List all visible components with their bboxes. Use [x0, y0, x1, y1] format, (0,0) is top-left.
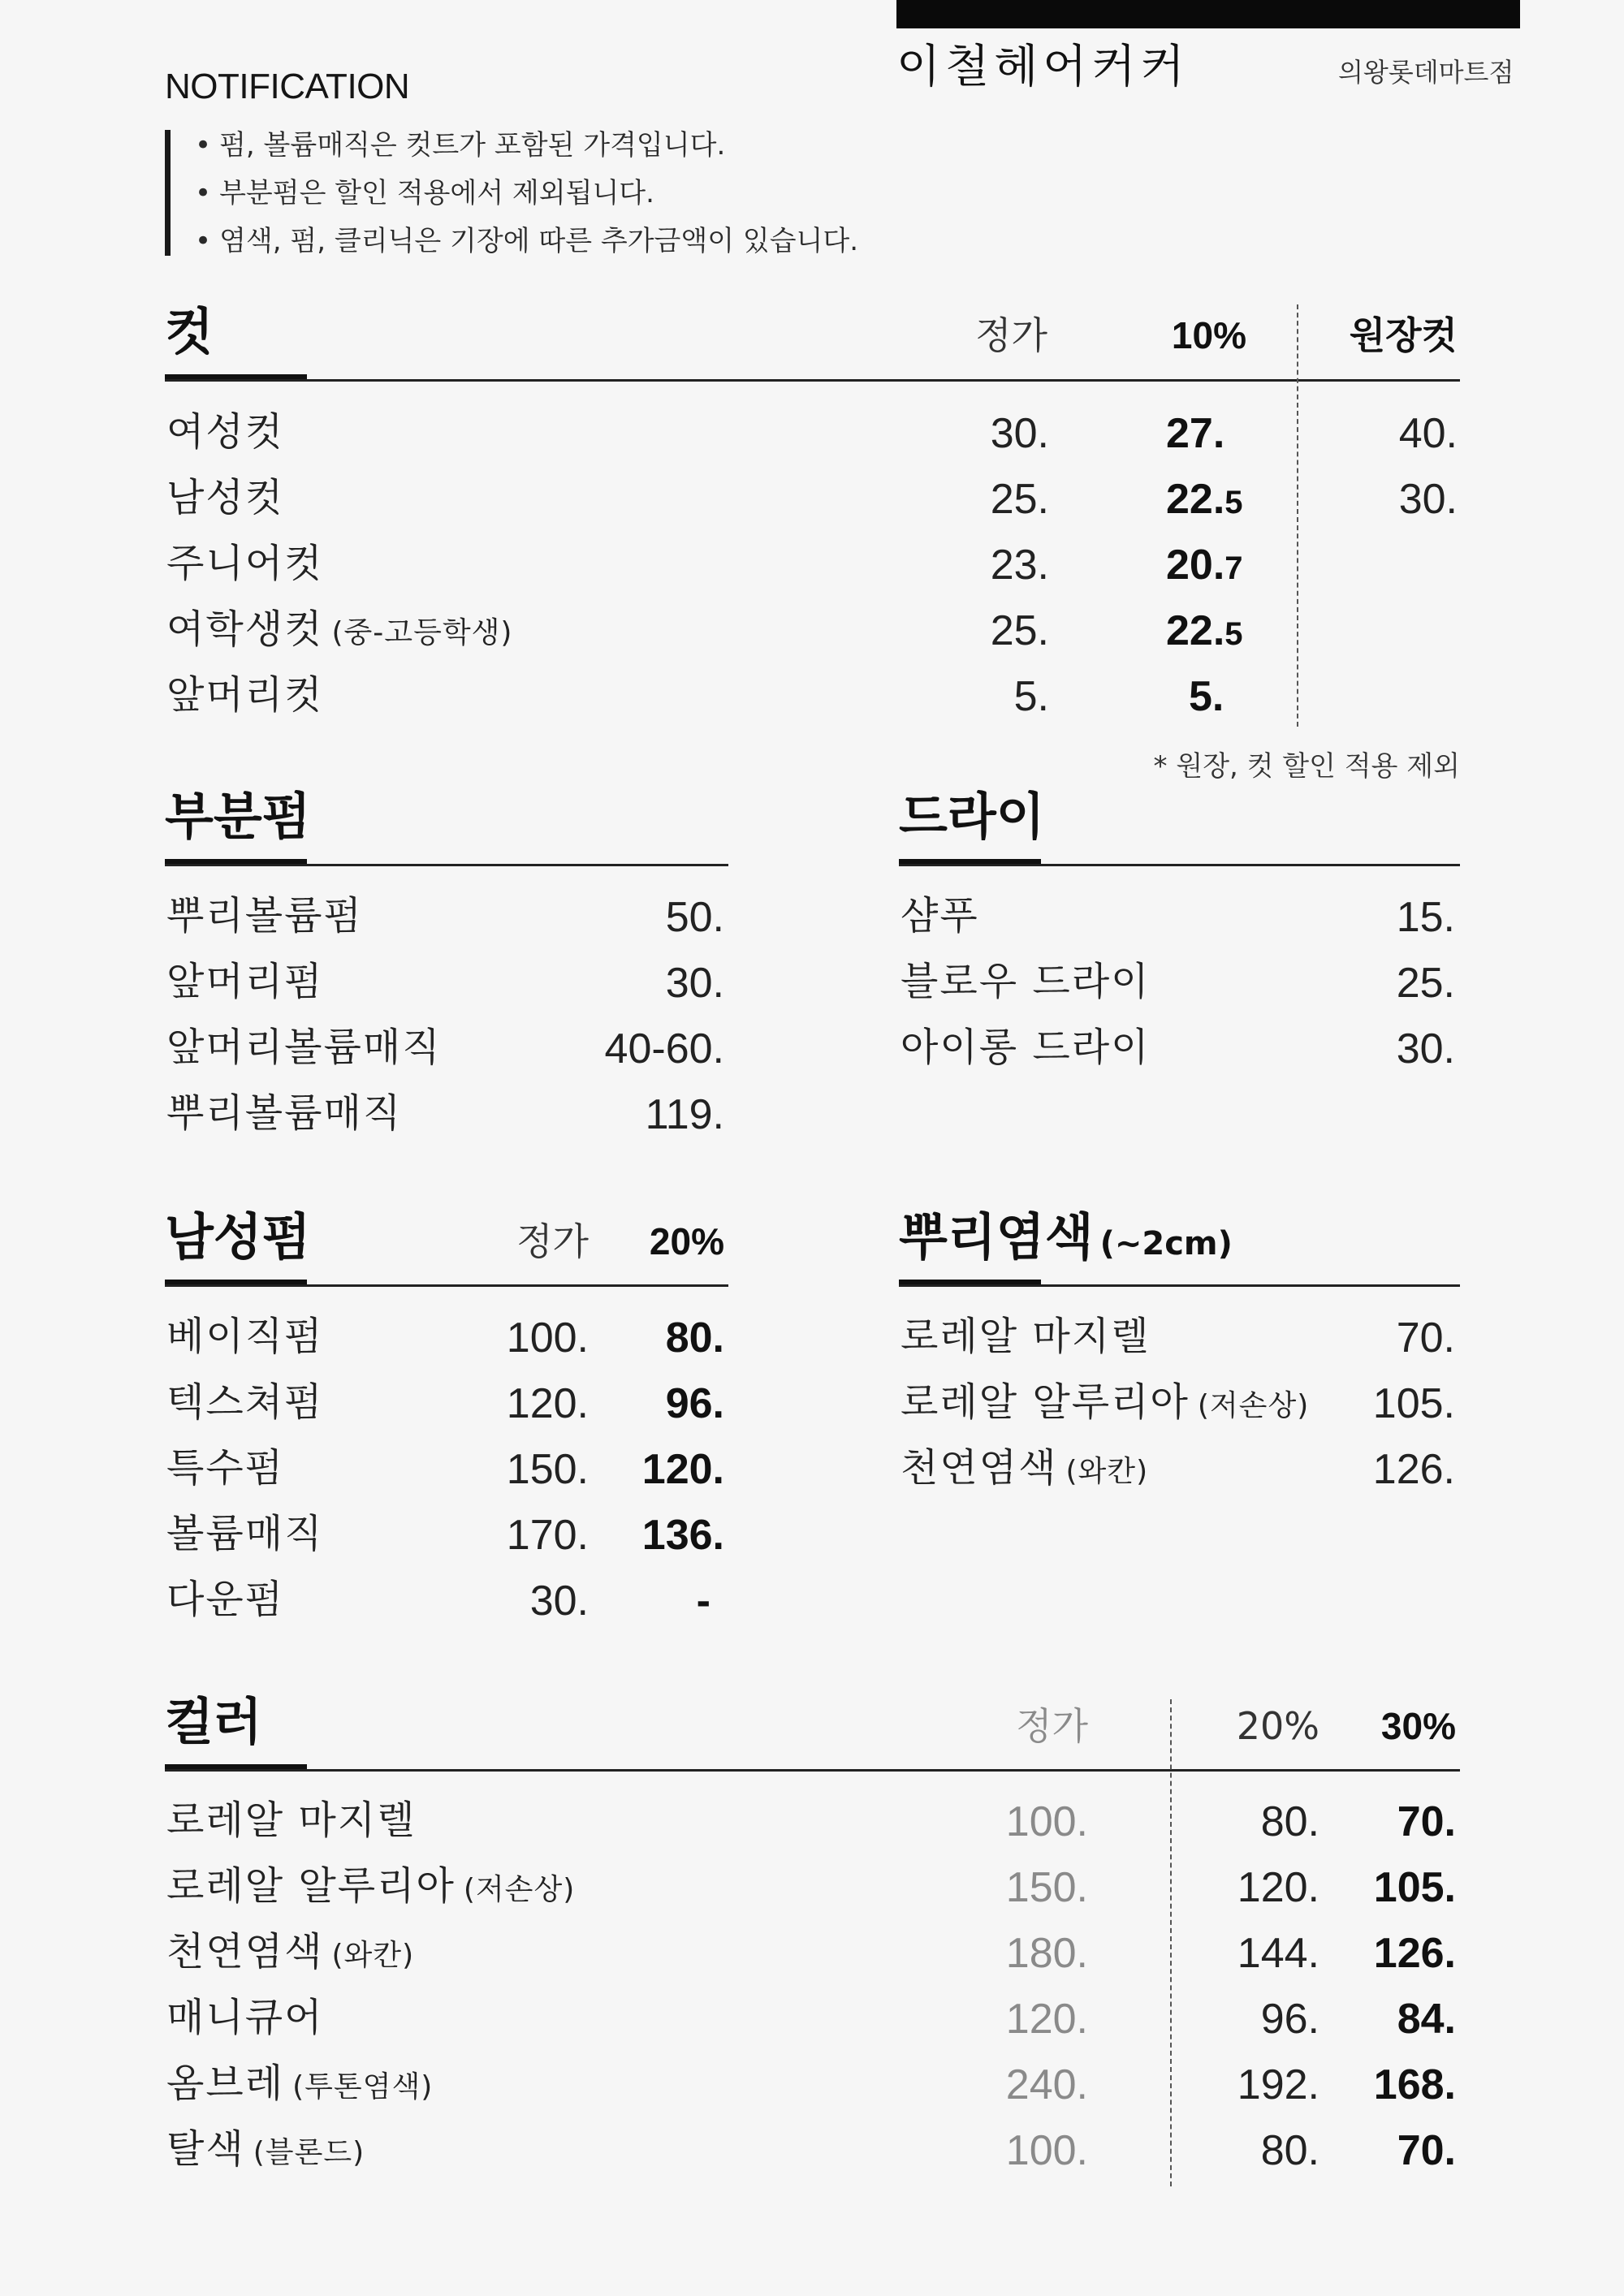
color-row-d20: 80. [1260, 2127, 1320, 2174]
partial-perm-rule [165, 864, 728, 866]
mens-perm-header-price: 정가 [516, 1219, 589, 1263]
color-row-d20: 192. [1237, 2061, 1320, 2108]
partial-perm-row-name: 뿌리볼륨매직 [166, 1090, 403, 1136]
color-row-name: 매니큐어 [166, 1995, 324, 2040]
mens-perm-row-name: 특수펌 [166, 1445, 285, 1491]
mens-perm-header-discount: 20% [649, 1220, 724, 1262]
color-header-30: 30% [1380, 1705, 1456, 1747]
cut-row-price: 23. [990, 542, 1049, 589]
mens-perm-row-discount: - [696, 1577, 710, 1625]
dry-row-price: 15. [1396, 894, 1455, 941]
color-row-price: 100. [1005, 1798, 1088, 1845]
notification-item: • 펌, 볼륨매직은 컷트가 포함된 가격입니다. [195, 122, 858, 170]
root-dye-rule [899, 1284, 1460, 1287]
root-dye-row-name: 로레알 알루리아 (저손상) [901, 1379, 1310, 1425]
dry-row-price: 25. [1396, 960, 1455, 1007]
color-row-note: (투톤염색) [292, 2070, 434, 2104]
cut-row-discount: 20.7 [1166, 542, 1243, 589]
color-row-d30: 168. [1373, 2061, 1456, 2108]
cut-section-rule [165, 379, 1460, 382]
color-row-d30: 84. [1397, 1996, 1456, 2043]
cut-row-price: 5. [1013, 673, 1049, 720]
color-row-price: 120. [1005, 1996, 1088, 2043]
cut-row-discount: 22.5 [1166, 607, 1243, 654]
partial-perm-row-price: 50. [665, 894, 724, 941]
mens-perm-row-discount: 120. [641, 1446, 724, 1493]
partial-perm-row-name: 앞머리펌 [166, 959, 324, 1004]
mens-perm-row-price: 30. [529, 1577, 589, 1625]
cut-section-title: 컷 [165, 302, 214, 361]
root-dye-row-note: (저손상) [1197, 1389, 1310, 1422]
mens-perm-row-name: 볼륨매직 [166, 1511, 324, 1556]
dry-rule [899, 864, 1460, 866]
partial-perm-row-name: 앞머리볼륨매직 [166, 1025, 442, 1070]
notification-list [195, 122, 858, 265]
color-row-name: 로레알 알루리아 (저손상) [166, 1863, 576, 1909]
cut-row-discount: 22.5 [1166, 476, 1243, 523]
branch-name: 의왕롯데마트점 [1338, 57, 1514, 88]
root-dye-row-price: 105. [1372, 1380, 1455, 1427]
color-header-20: 20% [1236, 1704, 1320, 1748]
notification-item: • 염색, 펌, 클리닉은 기장에 따른 추가금액이 있습니다. [195, 218, 858, 265]
root-dye-subtitle: (~2cm) [1099, 1225, 1233, 1262]
color-row-d20: 80. [1260, 1798, 1320, 1845]
cut-header-director: 원장컷 [1349, 314, 1458, 356]
color-row-price: 100. [1005, 2127, 1088, 2174]
color-row-name: 옴브레 (투톤염색) [166, 2061, 434, 2106]
color-row-price: 240. [1005, 2061, 1088, 2108]
cut-footnote: * 원장, 컷 할인 적용 제외 [1153, 750, 1460, 783]
mens-perm-row-price: 170. [506, 1512, 589, 1559]
color-row-d30: 70. [1397, 1798, 1456, 1845]
mens-perm-row-discount: 80. [665, 1314, 724, 1362]
cut-row-price: 25. [990, 607, 1049, 654]
mens-perm-title: 남성펌 [165, 1207, 311, 1267]
color-row-d20: 120. [1237, 1864, 1320, 1911]
mens-perm-rule [165, 1284, 728, 1287]
cut-row-price: 25. [990, 476, 1049, 523]
color-row-note: (와칸) [331, 1939, 415, 1972]
mens-perm-row-discount: 96. [665, 1380, 724, 1427]
color-row-note: (저손상) [463, 1873, 576, 1906]
color-row-price: 150. [1005, 1864, 1088, 1911]
color-column-divider [1170, 1699, 1172, 2186]
cut-row-discount: 5. [1189, 673, 1224, 720]
mens-perm-row-name: 다운펌 [166, 1577, 285, 1622]
color-header-price: 정가 [1016, 1704, 1088, 1748]
mens-perm-row-price: 150. [506, 1446, 589, 1493]
dry-row-name: 블로우 드라이 [901, 959, 1151, 1004]
color-row-name: 천연염색 (와칸) [166, 1929, 415, 1974]
cut-row-director: 30. [1398, 476, 1458, 523]
top-black-bar [896, 0, 1520, 28]
root-dye-row-price: 70. [1396, 1314, 1455, 1362]
root-dye-row-name: 천연염색 (와칸) [901, 1445, 1149, 1491]
root-dye-title: 뿌리염색 (~2cm) [899, 1207, 1233, 1267]
cut-row-note: (중-고등학생) [331, 616, 513, 650]
root-dye-row-price: 126. [1372, 1446, 1455, 1493]
partial-perm-row-price: 30. [665, 960, 724, 1007]
notification-item: • 부분펌은 할인 적용에서 제외됩니다. [195, 170, 858, 218]
root-dye-row-name: 로레알 마지렐 [901, 1314, 1151, 1359]
cut-row-name: 앞머리컷 [166, 672, 324, 718]
cut-row-name: 여학생컷 (중-고등학생) [166, 606, 513, 652]
partial-perm-row-name: 뿌리볼륨펌 [166, 893, 363, 939]
cut-header-discount: 10% [1171, 314, 1246, 356]
cut-row-price: 30. [990, 410, 1049, 457]
cut-row-discount: 27. [1166, 410, 1225, 457]
partial-perm-row-price: 40-60. [604, 1025, 724, 1072]
color-row-d20: 96. [1260, 1996, 1320, 2043]
color-row-note: (블론드) [253, 2136, 365, 2169]
mens-perm-row-price: 100. [506, 1314, 589, 1362]
dry-row-name: 샴푸 [901, 893, 979, 939]
brand-logo: 이철헤어커커 [896, 41, 1190, 93]
color-row-name: 로레알 마지렐 [166, 1798, 417, 1843]
cut-row-director: 40. [1398, 410, 1458, 457]
root-dye-row-note: (와칸) [1065, 1455, 1149, 1488]
color-row-d30: 126. [1373, 1930, 1456, 1977]
dry-row-name: 아이롱 드라이 [901, 1025, 1151, 1070]
color-row-price: 180. [1005, 1930, 1088, 1977]
dry-row-price: 30. [1396, 1025, 1455, 1072]
cut-row-name: 여성컷 [166, 409, 285, 455]
partial-perm-title: 부분펌 [165, 787, 311, 846]
partial-perm-row-price: 119. [645, 1091, 724, 1138]
mens-perm-row-price: 120. [506, 1380, 589, 1427]
cut-row-name: 주니어컷 [166, 541, 324, 586]
color-row-d30: 70. [1397, 2127, 1456, 2174]
color-row-name: 탈색 (블론드) [166, 2126, 365, 2172]
color-title: 컬러 [165, 1692, 262, 1751]
dry-title: 드라이 [899, 787, 1045, 846]
cut-header-price: 정가 [975, 313, 1047, 357]
cut-row-name: 남성컷 [166, 475, 285, 520]
color-row-d30: 105. [1373, 1864, 1456, 1911]
mens-perm-row-name: 텍스쳐펌 [166, 1379, 324, 1425]
cut-column-divider [1297, 304, 1298, 727]
color-section-rule [165, 1769, 1460, 1772]
mens-perm-row-discount: 136. [641, 1512, 724, 1559]
mens-perm-row-name: 베이직펌 [166, 1314, 324, 1359]
notification-accent-bar [165, 130, 171, 256]
color-row-d20: 144. [1237, 1930, 1320, 1977]
notification-title: NOTIFICATION [165, 67, 410, 106]
